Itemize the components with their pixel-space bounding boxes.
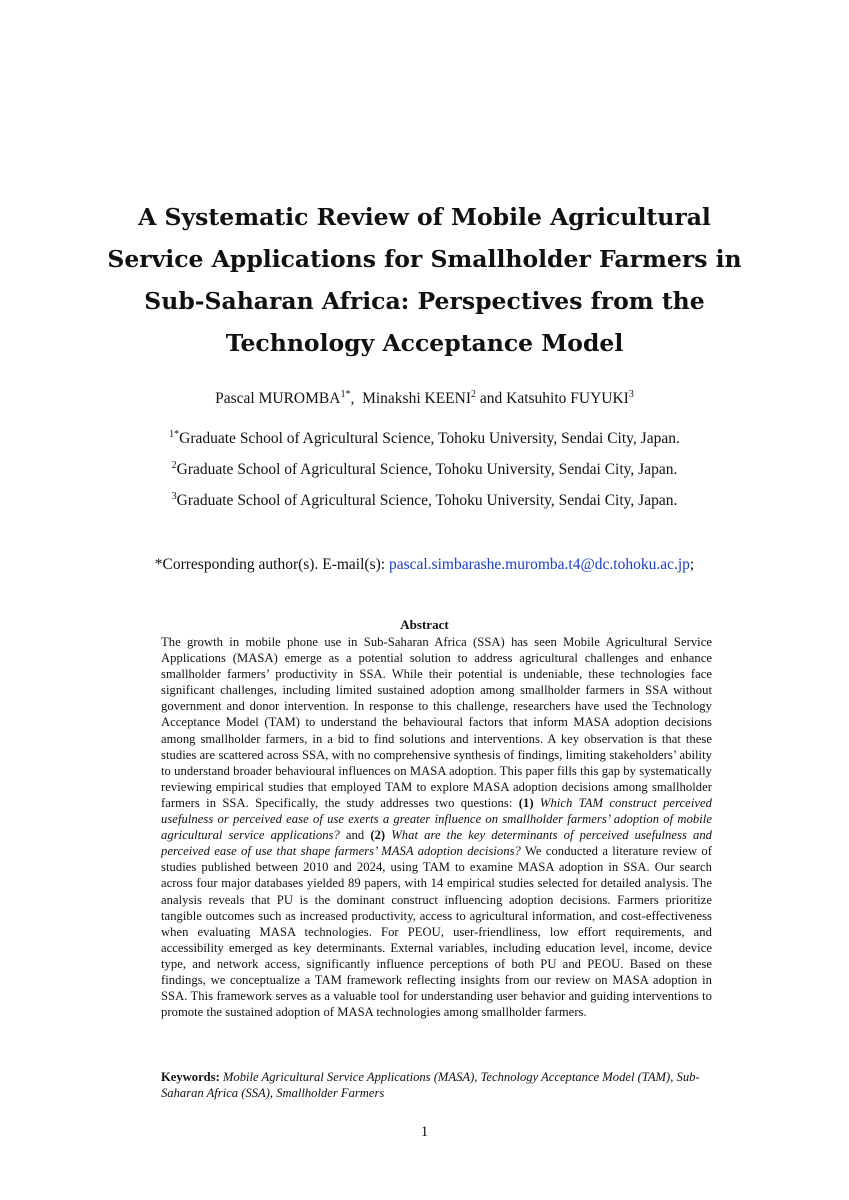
question-2-label: (2) (370, 828, 386, 843)
corresponding-author (0, 554, 849, 576)
author-separator: and (475, 390, 507, 407)
affiliation (0, 490, 849, 512)
email-link[interactable]: pascal.simbarashe.muromba.t4@dc.tohoku.ac.jp (388, 556, 690, 573)
page-number: 1 (420, 1124, 429, 1140)
author-mark: 1* (340, 389, 351, 400)
title-line: Technology Acceptance Model (225, 329, 624, 357)
question-1-text: Which TAM construct perceived usefulness or perceived ease of use exerts a greater influence on smallholder farmers’ adoption of mobile agricultural service applications? (161, 795, 713, 843)
affiliation-text: Graduate School of Agricultural Science, Tohoku University, Sendai City, Japan. (176, 492, 678, 509)
title-line: Sub-Saharan Africa: Perspectives from the (144, 287, 705, 315)
affiliation (0, 459, 849, 481)
affiliation-text: Graduate School of Agricultural Science, Tohoku University, Sendai City, Japan. (179, 430, 680, 447)
corresponding-label: *Corresponding author(s). E-mail(s): (154, 556, 386, 573)
author-name: Katsuhito FUYUKI (506, 390, 629, 407)
keywords (161, 1069, 712, 1101)
title-line: Service Applications for Smallholder Farmers in (107, 245, 742, 273)
author-mark: 2 (470, 389, 476, 400)
author-name: Minakshi KEENI (362, 390, 471, 407)
title-line: A Systematic Review of Mobile Agricultural (138, 203, 711, 231)
affiliation (0, 428, 849, 450)
abstract-body (161, 634, 712, 1020)
affiliation-mark: 2 (171, 460, 177, 471)
author-separator: , (350, 390, 363, 407)
abstract-text: We conducted a literature review of studies published between 2010 and 2024, using TAM to examine MASA adoption in SSA. Our search across four major databases yielded 89 papers, with 14 empirical studies selected for detailed analysis. The analysis reveals that PU is the dominant construct influencing adoption decisions. Farmers prioritize tangible outcomes such as increased productivity, access to agricultural information, and cost-effectiveness when evaluating MASA technologies. For PEOU, user-friendliness, low effort requirements, and accessibility emerged as key determinants. External variables, including education level, income, device type, and network access, significantly influence perceptions of both PU and PEOU. Based on these findings, we conceptualize a TAM framework reflecting insights from our review on MASA adoption in SSA. This framework serves as a valuable tool for understanding user behavior and guiding interventions to promote the sustained adoption of MASA technologies among smallholder farmers. (161, 844, 712, 1020)
abstract-conjunction: and (345, 828, 365, 843)
abstract-text: The growth in mobile phone use in Sub-Saharan Africa (SSA) has seen Mobile Agricultural Service Applications (MASA) emerge as a potential solution to address agricultural challenges and enhance smallholder farmers’ productivity in SSA. While their potential is undeniable, these technologies face significant challenges, including limited sustained adoption among smallholder farmers in SSA without government and donor intervention. In response to this challenge, researchers have used the Technology Acceptance Model (TAM) to understand the behavioural factors that inform MASA adoption decisions among smallholder farmers, in a bid to find solutions and interventions. A key observation is that these studies are scattered across SSA, with no comprehensive synthesis of findings, limiting stakeholders’ ability to understand broader behavioural influences on MASA adoption. This paper fills this gap by systematically reviewing empirical studies that employed TAM to explore MASA adoption decisions among smallholder farmers in SSA. Specifically, the study addresses two questions: (161, 635, 712, 810)
question-1-label: (1) (518, 795, 534, 810)
affiliation-mark: 3 (171, 491, 177, 502)
affiliation-mark: 1* (169, 429, 180, 440)
keywords-text: Mobile Agricultural Service Applications (MASA), Technology Acceptance Model (TAM), Sub-Saharan Africa (SSA), Smallholder Farmers (161, 1070, 700, 1101)
question-2-text: What are the key determinants of perceived usefulness and perceived ease of use that shape farmers’ MASA adoption decisions? (161, 828, 713, 859)
author-mark: 3 (628, 389, 634, 400)
abstract-heading: Abstract (400, 617, 449, 632)
paper-title (0, 196, 849, 364)
author-name: Pascal MUROMBA (215, 390, 341, 407)
author-list (0, 388, 849, 410)
keywords-label: Keywords: (161, 1070, 220, 1084)
affiliation-text: Graduate School of Agricultural Science, Tohoku University, Sendai City, Japan. (176, 461, 678, 478)
email-suffix: ; (689, 556, 695, 573)
